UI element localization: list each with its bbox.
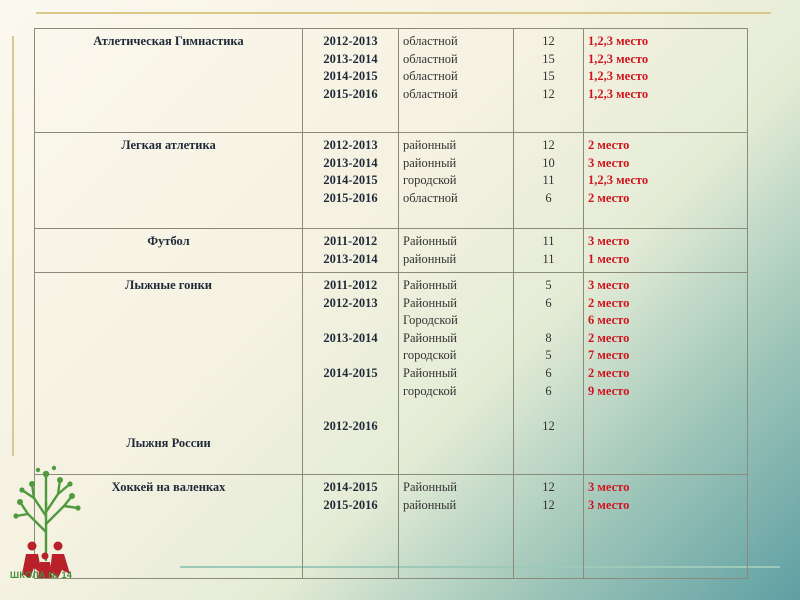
count-line: 12 <box>542 34 555 48</box>
count-line: 12 <box>542 418 555 433</box>
sport-extra-line <box>39 295 298 313</box>
years-line <box>307 312 394 330</box>
place-cell <box>584 229 748 273</box>
count-line: 8 <box>545 330 552 345</box>
place-line: 3 место <box>588 480 630 494</box>
years-line: 2013-2014 <box>323 330 378 345</box>
place-line: 1,2,3 место <box>588 51 649 66</box>
place-line: 3 место <box>588 155 630 170</box>
years-cell <box>303 273 399 475</box>
years-line: 2011-2012 <box>323 234 378 248</box>
level-line: Районный <box>403 295 457 310</box>
sport-extra-line <box>39 400 298 418</box>
count-line: 6 <box>545 383 552 398</box>
years-line: 2014-2015 <box>323 69 378 84</box>
place-line: 2 место <box>588 365 630 380</box>
count-line: 6 <box>545 190 552 205</box>
sport-cell <box>35 273 303 475</box>
count-line <box>518 400 579 418</box>
years-line: 2012-2016 <box>323 418 378 433</box>
level-line: Районный <box>403 278 457 292</box>
years-line <box>307 383 394 401</box>
count-line: 12 <box>542 497 555 512</box>
place-line: 1,2,3 место <box>588 34 649 48</box>
years-line <box>307 400 394 418</box>
years-cell <box>303 475 399 579</box>
level-line: Районный <box>403 480 457 494</box>
sport-extra-line <box>39 365 298 383</box>
table-row <box>35 29 748 133</box>
level-cell <box>399 273 514 475</box>
place-cell <box>584 29 748 133</box>
count-cell <box>514 133 584 229</box>
count-line: 11 <box>542 234 555 248</box>
place-line: 1 место <box>588 251 630 266</box>
sport-extra-line: Лыжня России <box>126 436 211 451</box>
place-line: 1,2,3 место <box>588 69 649 84</box>
years-line: 2012-2013 <box>323 295 378 310</box>
count-line: 15 <box>542 51 555 66</box>
level-cell <box>399 229 514 273</box>
place-line: 2 место <box>588 190 630 205</box>
sport-name: Футбол <box>147 234 190 248</box>
level-line: областной <box>403 190 458 205</box>
count-line: 5 <box>545 278 552 292</box>
years-line <box>307 347 394 365</box>
table-row <box>35 475 748 579</box>
level-line: Городской <box>403 313 458 328</box>
place-line: 2 место <box>588 330 630 345</box>
years-line: 2014-2015 <box>323 480 378 494</box>
sport-name: Хоккей на валенках <box>111 480 226 494</box>
decorative-line-left <box>12 36 14 456</box>
level-cell <box>399 133 514 229</box>
count-line: 12 <box>542 86 555 101</box>
count-cell <box>514 273 584 475</box>
years-line: 2014-2015 <box>323 365 378 380</box>
sport-extra-line <box>39 347 298 365</box>
sport-extra-line <box>39 383 298 401</box>
years-line: 2012-2013 <box>323 138 378 152</box>
level-line: городской <box>403 348 457 363</box>
count-cell <box>514 475 584 579</box>
years-line: 2015-2016 <box>323 190 378 205</box>
table-row <box>35 273 748 475</box>
level-cell <box>399 475 514 579</box>
achievements-table <box>34 28 748 579</box>
logo-text: ШКОЛА № 14 <box>10 570 73 580</box>
years-cell <box>303 29 399 133</box>
count-cell <box>514 229 584 273</box>
place-line: 3 место <box>588 278 630 292</box>
sport-name: Атлетическая Гимнастика <box>93 34 244 48</box>
place-line: 6 место <box>588 313 630 328</box>
place-cell <box>584 133 748 229</box>
place-line: 7 место <box>588 348 630 363</box>
count-line: 15 <box>542 69 555 84</box>
place-line: 1,2,3 место <box>588 173 649 188</box>
table-row <box>35 133 748 229</box>
place-cell <box>584 475 748 579</box>
level-line: районный <box>403 138 457 152</box>
level-cell <box>399 29 514 133</box>
level-line: областной <box>403 51 458 66</box>
count-line: 10 <box>542 155 555 170</box>
sport-name: Лыжные гонки <box>125 278 212 292</box>
level-line: областной <box>403 69 458 84</box>
years-line: 2013-2014 <box>323 51 378 66</box>
years-line: 2011-2012 <box>323 278 378 292</box>
place-line: 9 место <box>588 383 630 398</box>
level-line: районный <box>403 155 457 170</box>
count-line <box>518 312 579 330</box>
years-line: 2015-2016 <box>323 497 378 512</box>
sport-extra-line <box>39 418 298 436</box>
level-line: районный <box>403 251 457 266</box>
years-line: 2012-2013 <box>323 34 378 48</box>
count-line: 12 <box>542 138 555 152</box>
count-line: 5 <box>545 348 552 363</box>
decorative-line-top <box>36 12 771 14</box>
level-line: Районный <box>403 330 457 345</box>
level-line: областной <box>403 86 458 101</box>
sport-extra-line <box>39 312 298 330</box>
years-cell <box>303 133 399 229</box>
place-line: 2 место <box>588 295 630 310</box>
level-line: районный <box>403 497 457 512</box>
level-line: областной <box>403 34 458 48</box>
table-body <box>35 29 748 579</box>
count-line: 11 <box>542 173 555 188</box>
level-line: Районный <box>403 365 457 380</box>
level-line: городской <box>403 173 457 188</box>
count-cell <box>514 29 584 133</box>
count-line: 6 <box>545 365 552 380</box>
years-line: 2014-2015 <box>323 173 378 188</box>
count-line: 6 <box>545 295 552 310</box>
level-line: городской <box>403 383 457 398</box>
place-line: 2 место <box>588 138 630 152</box>
count-line: 11 <box>542 251 555 266</box>
count-line: 12 <box>542 480 555 494</box>
place-line: 1,2,3 место <box>588 86 649 101</box>
years-line: 2013-2014 <box>323 251 378 266</box>
sport-name: Легкая атлетика <box>121 138 216 152</box>
years-line: 2013-2014 <box>323 155 378 170</box>
place-line: 3 место <box>588 497 630 512</box>
place-line: 3 место <box>588 234 630 248</box>
years-cell <box>303 229 399 273</box>
table-row <box>35 229 748 273</box>
place-cell <box>584 273 748 475</box>
sport-cell <box>35 229 303 273</box>
sport-cell <box>35 133 303 229</box>
years-line: 2015-2016 <box>323 86 378 101</box>
sport-extra-line <box>39 330 298 348</box>
sport-cell <box>35 29 303 133</box>
level-line: Районный <box>403 234 457 248</box>
